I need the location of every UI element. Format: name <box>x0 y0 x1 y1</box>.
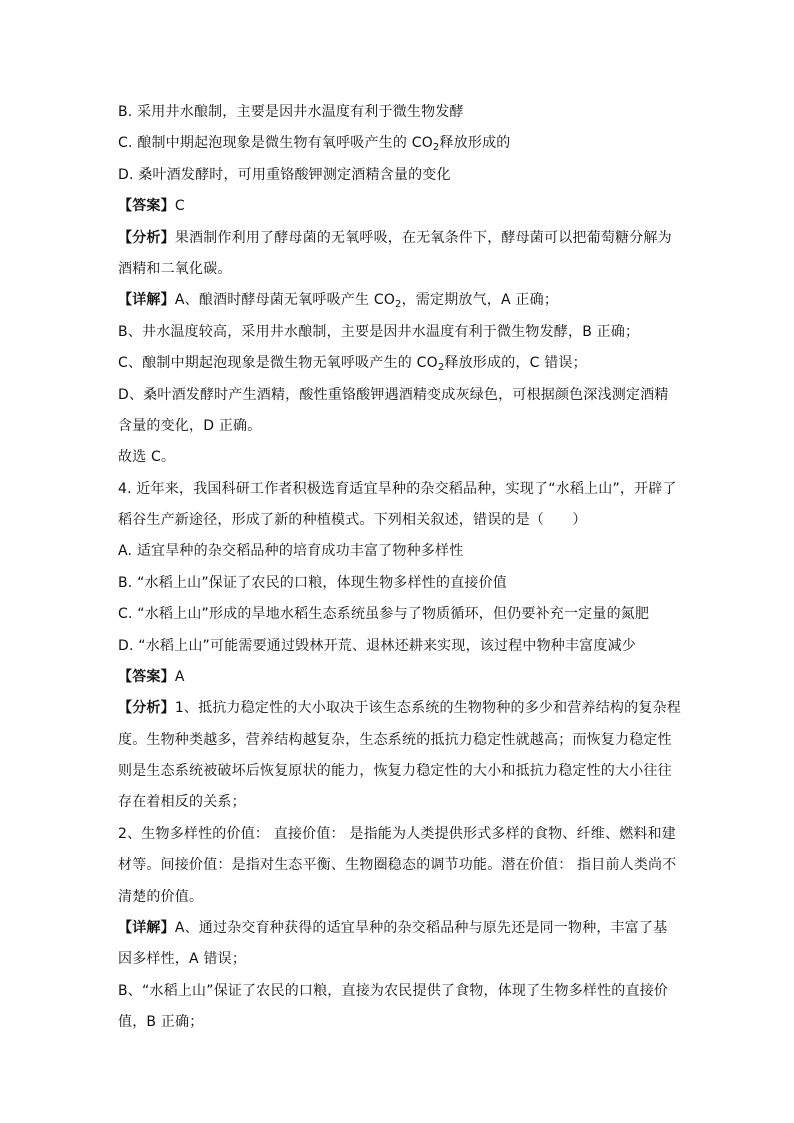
analysis-line <box>118 228 678 248</box>
answer-value: A <box>174 669 185 685</box>
detail-line: 含量的变化，D 正确。 <box>118 418 262 434</box>
analysis-line: 则是生态系统被破坏后恢复原状的能力，恢复力稳定性的大小和抵抗力稳定性的大小往往 <box>118 763 672 779</box>
text-segment: C. 酿制中期起泡现象是微生物有氧呼吸产生的 CO <box>118 135 433 151</box>
answer-value: C <box>174 198 185 214</box>
text-segment: 1、抵抗力稳定性的大小取决于该生态系统的生物物种的多少和营养结构的复杂程 <box>174 700 681 716</box>
detail-line <box>118 918 678 938</box>
text-segment: A、通过杂交育种获得的适宜旱种的杂交稻品种与原先还是同一物种，丰富了基 <box>174 920 668 936</box>
analysis-line <box>118 698 681 718</box>
option-d-line: D. “水稻上山”可能需要通过毁林开荒、退林还耕来实现，该过程中物种丰富度减少 <box>118 638 636 654</box>
question-line: 4. 近年来，我国科研工作者积极选育适宜旱种的杂交稻品种，实现了“水稻上山”，开辟了 <box>118 481 677 497</box>
analysis-line: 清楚的价值。 <box>118 889 204 905</box>
option-b-line: B. “水稻上山”保证了农民的口粮，体现生物多样性的直接价值 <box>118 575 508 591</box>
detail-line: B、“水稻上山”保证了农民的口粮，直接为农民提供了食物，体现了生物多样性的直接价 <box>118 983 669 999</box>
detail-line: 因多样性，A 错误； <box>118 951 247 967</box>
option-b-line: B. 采用井水酿制，主要是因井水温度有利于微生物发酵 <box>118 104 464 120</box>
detail-line: B、井水温度较高，采用井水酿制，主要是因井水温度有利于微生物发酵，B 正确； <box>118 324 640 340</box>
detail-line: 值，B 正确； <box>118 1014 204 1030</box>
detail-line <box>118 290 678 315</box>
detail-line <box>118 353 678 378</box>
text-segment: 释放形成的，C 错误； <box>444 355 587 371</box>
option-a-line: A. 适宜旱种的杂交稻品种的培育成功丰富了物种多样性 <box>118 543 464 559</box>
answer-label: 【答案】 <box>118 198 175 214</box>
answer-line <box>118 196 678 216</box>
option-c-line: C. “水稻上山”形成的旱地水稻生态系统虽参与了物质循环，但仍要补充一定量的氮肥 <box>118 606 650 622</box>
subscript: 2 <box>395 299 402 310</box>
analysis-label: 【分析】 <box>118 230 175 246</box>
analysis-line: 2、生物多样性的价值： 直接价值： 是指能为人类提供形式多样的食物、纤维、燃料和建 <box>118 826 677 842</box>
text-segment: C、酿制中期起泡现象是微生物无氧呼吸产生的 CO <box>118 355 438 371</box>
answer-label: 【答案】 <box>118 669 175 685</box>
analysis-line: 材等。间接价值：是指对生态平衡、生物圈稳态的调节功能。潜在价值： 指目前人类尚不 <box>118 857 677 873</box>
text-segment: ，需定期放气，A 正确； <box>401 292 559 308</box>
analysis-line: 酒精和二氧化碳。 <box>118 261 232 277</box>
analysis-line: 存在着相反的关系； <box>118 794 246 810</box>
analysis-label: 【分析】 <box>118 700 175 716</box>
text-segment: 释放形成的 <box>439 135 511 151</box>
text-segment: 果酒制作利用了酵母菌的无氧呼吸，在无氧条件下，酵母菌可以把葡萄糖分解为 <box>174 230 672 246</box>
subscript: 2 <box>432 142 440 153</box>
subscript: 2 <box>437 362 445 373</box>
answer-line <box>118 667 678 687</box>
detail-label: 【详解】 <box>118 920 175 936</box>
text-segment: A、酿酒时酵母菌无氧呼吸产生 CO <box>174 292 396 308</box>
detail-line: D、桑叶酒发酵时产生酒精，酸性重铬酸钾遇酒精变成灰绿色，可根据颜色深浅测定酒精 <box>118 387 669 403</box>
choice-line: 故选 C。 <box>118 449 176 465</box>
question-line: 稻谷生产新途径，形成了新的种植模式。下列相关叙述，错误的是（ ） <box>118 512 587 528</box>
option-d-line: D. 桑叶酒发酵时，可用重铬酸钾测定酒精含量的变化 <box>118 167 451 183</box>
option-c-line <box>118 133 678 158</box>
detail-label: 【详解】 <box>118 292 175 308</box>
analysis-line: 度。生物种类越多，营养结构越复杂，生态系统的抵抗力稳定性就越高；而恢复力稳定性 <box>118 732 672 748</box>
